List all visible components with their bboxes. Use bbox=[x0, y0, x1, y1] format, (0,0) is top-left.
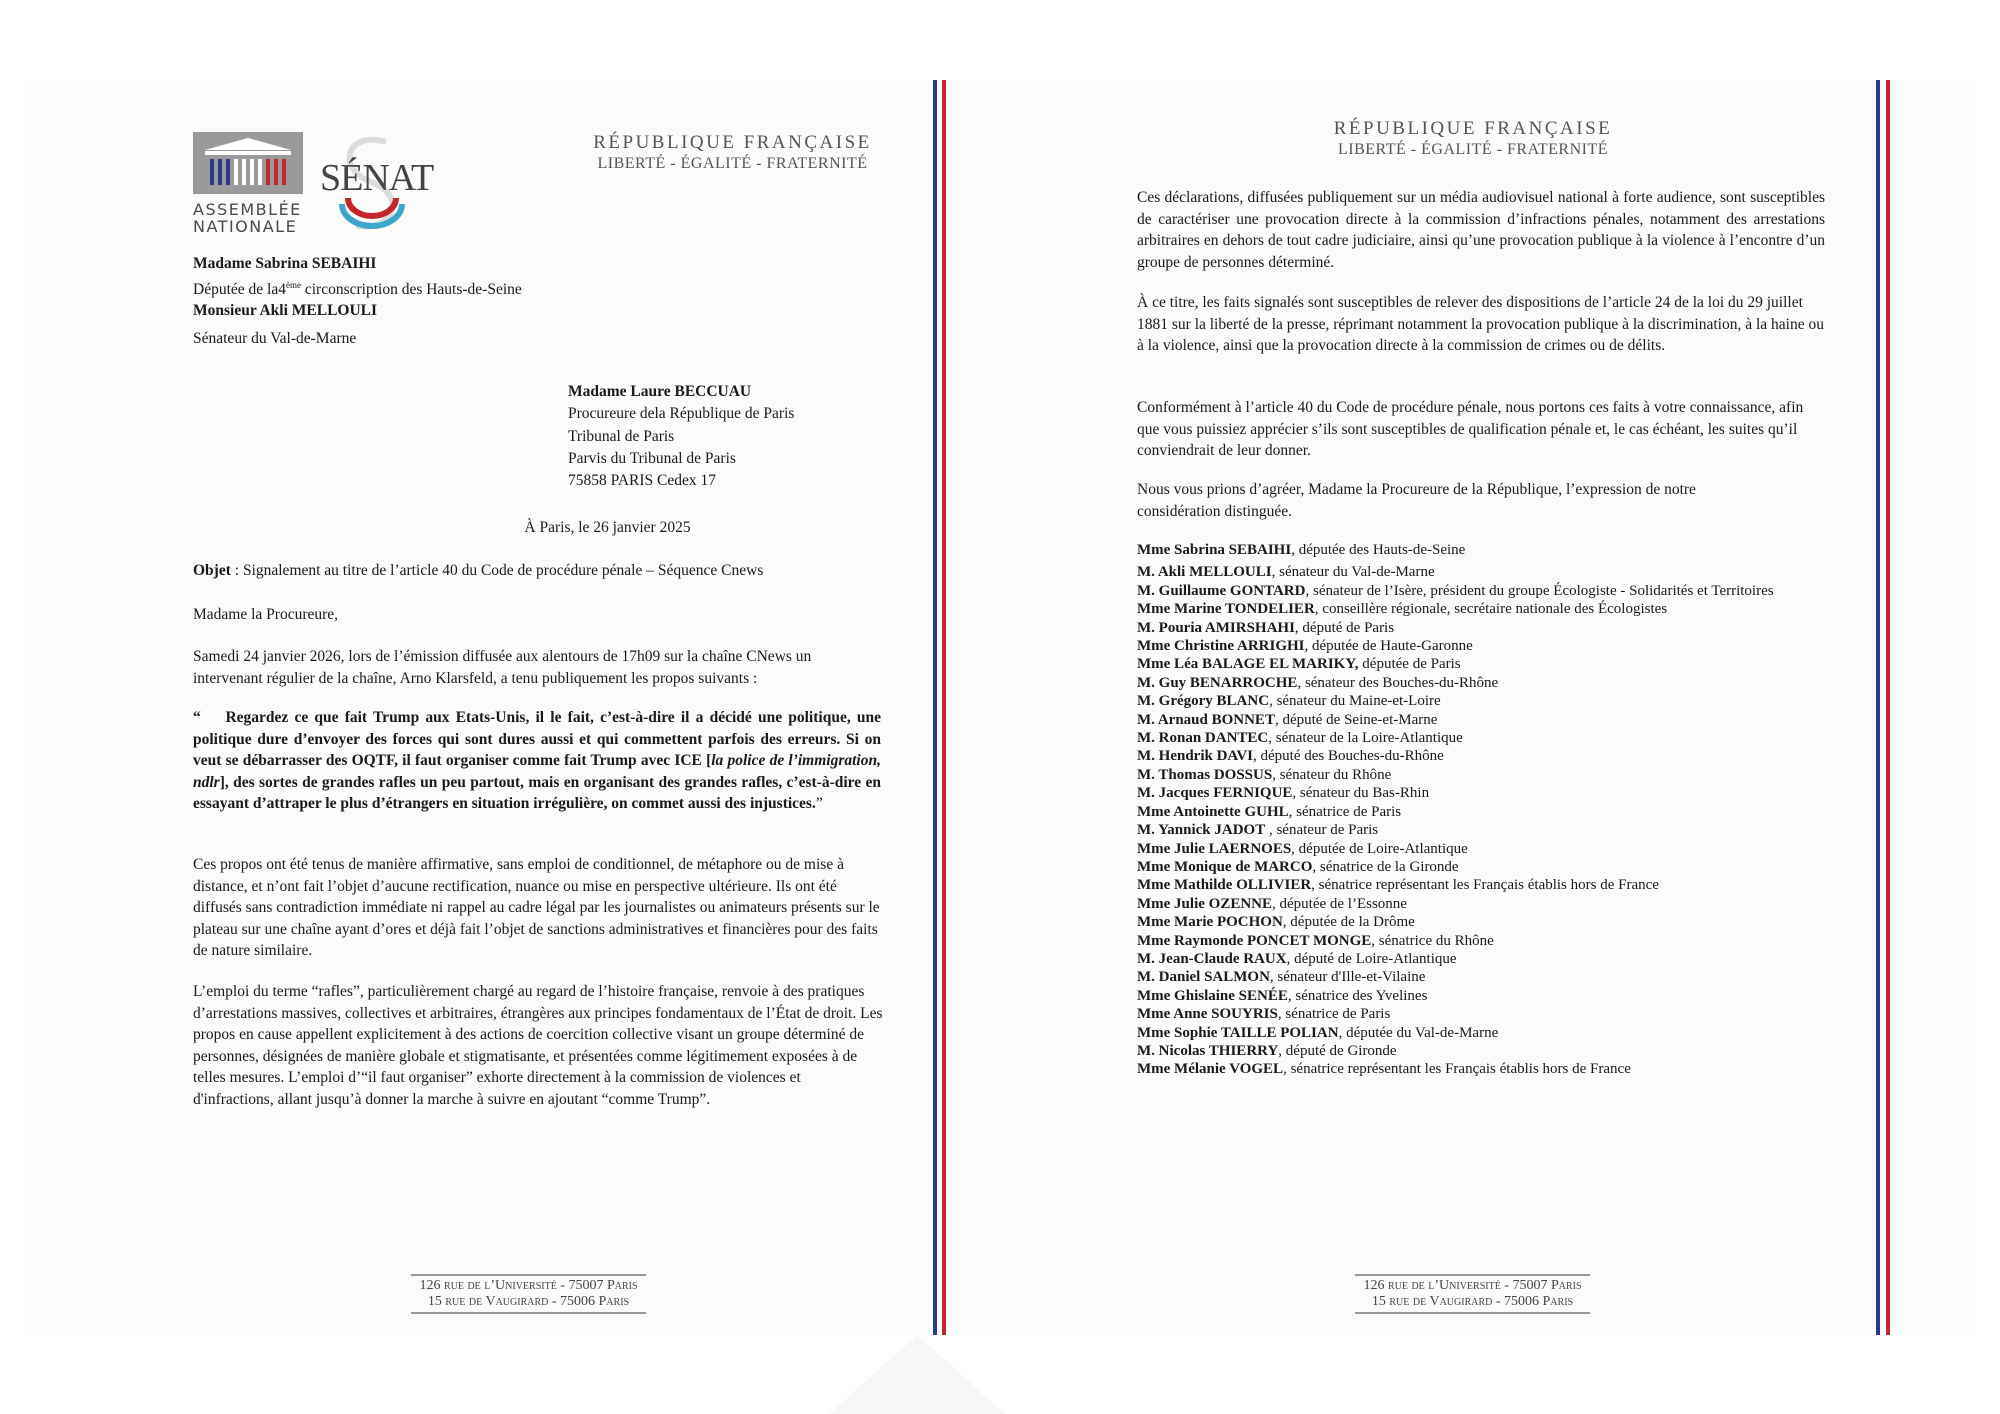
signatory-item bbox=[1137, 541, 1827, 559]
footer-address bbox=[411, 1274, 646, 1314]
signatory-name: M. Yannick JADOT bbox=[1137, 822, 1266, 839]
signatory-item bbox=[1137, 821, 1827, 839]
signatory-role: , sénateur de l’Isère, président du groupe Écologiste - Solidarités et Territoires bbox=[1305, 582, 1774, 599]
signatory-item bbox=[1137, 1024, 1827, 1042]
signatory-item bbox=[1137, 655, 1827, 673]
signatory-role: , député de Paris bbox=[1294, 619, 1395, 636]
assemblee-logo-line2: NATIONALE bbox=[193, 217, 298, 236]
signatory-item bbox=[1137, 1060, 1827, 1078]
signatory-role: , sénatrice du Rhône bbox=[1371, 932, 1494, 949]
signatory-role: , sénatrice de la Gironde bbox=[1312, 858, 1459, 875]
signatory-role: , députée de Haute-Garonne bbox=[1304, 638, 1473, 655]
footer-line: 126 rue de l’Université - 75007 Paris bbox=[419, 1278, 638, 1293]
sender-title-1-post: circonscription des Hauts-de-Seine bbox=[300, 280, 522, 298]
signatory-role: , députée de l’Essonne bbox=[1272, 895, 1407, 912]
quote-text-2: ], des sortes de grandes rafles un peu partout, mais en organisant des grandes rafles, c’est-à-dire en essayant d’attraper le plus d’étrangers en situation irrégulière, on commet aussi des injustices. bbox=[193, 773, 881, 813]
signatory-name: Mme Sophie TAILLE POLIAN bbox=[1137, 1024, 1339, 1041]
letter-subject bbox=[193, 560, 893, 582]
signatory-role: députée de Paris bbox=[1358, 656, 1461, 673]
signatory-role: , député de Gironde bbox=[1278, 1042, 1397, 1059]
signatory-name: Mme Sabrina SEBAIHI bbox=[1137, 542, 1292, 558]
signatory-name: M. Thomas DOSSUS bbox=[1137, 766, 1273, 783]
signatory-item bbox=[1137, 840, 1827, 858]
signatory-item bbox=[1137, 950, 1827, 968]
signatory-name: Mme Mélanie VOGEL bbox=[1137, 1061, 1284, 1078]
signatory-name: M. Grégory BLANC bbox=[1137, 693, 1270, 710]
signatory-role: , sénateur du Maine-et-Loire bbox=[1269, 693, 1441, 710]
signatory-item bbox=[1137, 766, 1827, 784]
recipient-line: Madame Laure BECCUAU bbox=[568, 383, 752, 400]
assemblee-logo-line1: ASSEMBLÉE bbox=[193, 200, 302, 219]
paragraph-3: L’emploi du terme “rafles”, particulièrement chargé au regard de l’histoire française, renvoie à des pratiques d’arrestations massives, collectives et arbitraires, étrangères aux principes fondamentaux de l’État de droit. Les propos en cause appellent explicitement à des actions de coercition collective visant un groupe déterminé de personnes, désignées de manière globale et stigmatisante, et présentées comme légitimement exposées à de telles mesures. L’emploi d’“il faut organiser” exhorte directement à la commission de violences et d'infractions, allant jusqu’à donner la marche à suivre en ajoutant “comme Trump”. bbox=[193, 983, 883, 1108]
republique-heading: RÉPUBLIQUE FRANÇAISE bbox=[1333, 118, 1613, 139]
signatory-name: Mme Julie LAERNOES bbox=[1137, 840, 1292, 857]
signatory-role: , sénateur des Bouches-du-Rhône bbox=[1297, 674, 1499, 691]
signatory-name: Mme Christine ARRIGHI bbox=[1137, 638, 1305, 655]
quote-block bbox=[193, 707, 881, 815]
signatory-role: , députée de la Drôme bbox=[1282, 914, 1415, 931]
recipient-line: Parvis du Tribunal de Paris bbox=[568, 449, 736, 467]
signatory-name: M. Jean-Claude RAUX bbox=[1137, 950, 1287, 967]
recipient-line: 75858 PARIS Cedex 17 bbox=[568, 472, 716, 490]
faint-triangle-decoration bbox=[830, 1335, 1005, 1414]
signatory-name: Mme Antoinette GUHL bbox=[1137, 803, 1289, 820]
paragraph-2: Ces propos ont été tenus de manière affirmative, sans emploi de conditionnel, de métaphore ou de mise à distance, et n’ont fait l’objet d’aucune rectification, nuance ou mise en perspective ultérieure. Ils ont été diffusés sans contradiction immédiate ni rappel au cadre légal par les journalistes ou animateurs présents sur le plateau sur une chaîne ayant d’ores et déjà fait l’objet de sanctions administratives et financières pour des faits de nature similaire. bbox=[193, 856, 880, 959]
signatory-role: , sénatrice représentant les Français établis hors de France bbox=[1311, 877, 1659, 894]
sender-title-1 bbox=[193, 275, 522, 301]
sender-name-2: Monsieur Akli MELLOULI bbox=[193, 302, 378, 320]
signatory-name: M. Arnaud BONNET bbox=[1137, 711, 1275, 728]
signatory-role: , sénateur du Val-de-Marne bbox=[1271, 564, 1435, 581]
sender-title-1-pre: Députée de la4 bbox=[193, 280, 286, 298]
signatory-name: Mme Raymonde PONCET MONGE bbox=[1137, 932, 1372, 949]
signatory-name: M. Hendrik DAVI bbox=[1137, 748, 1253, 765]
signatory-role: , sénateur du Bas-Rhin bbox=[1292, 785, 1430, 802]
signatory-name: M. Guy BENARROCHE bbox=[1137, 674, 1298, 691]
signatories-list bbox=[1137, 541, 1827, 1079]
paragraph-1: Samedi 24 janvier 2026, lors de l’émission diffusée aux alentours de 17h09 sur la chaîne CNews un intervenant régulier de la chaîne, Arno Klarsfeld, a tenu publiquement les propos suivants : bbox=[193, 648, 812, 687]
signatory-item bbox=[1137, 932, 1827, 950]
signatory-name: Mme Anne SOUYRIS bbox=[1137, 1006, 1278, 1023]
recipient-block bbox=[568, 381, 794, 492]
salutation: Madame la Procureure, bbox=[193, 606, 339, 623]
signatory-role: , députée des Hauts-de-Seine bbox=[1291, 542, 1466, 558]
flag-stripe-blue bbox=[1876, 80, 1880, 1335]
signatory-item bbox=[1137, 876, 1827, 894]
signatory-name: Mme Mathilde OLLIVIER bbox=[1137, 877, 1312, 894]
signatory-name: M. Pouria AMIRSHAHI bbox=[1137, 619, 1295, 636]
signatory-name: Mme Monique de MARCO bbox=[1137, 858, 1313, 875]
signatory-item bbox=[1137, 711, 1827, 729]
signatory-item bbox=[1137, 913, 1827, 931]
signatory-name: M. Nicolas THIERRY bbox=[1137, 1042, 1279, 1059]
closing-formula: Nous vous prions d’agréer, Madame la Procureure de la République, l’expression de notre considération distinguée. bbox=[1137, 481, 1696, 520]
quote-italic: la police de l’immigration, ndlr bbox=[193, 752, 881, 791]
signatory-item bbox=[1137, 600, 1827, 618]
signatory-item bbox=[1137, 729, 1827, 747]
signatory-item bbox=[1137, 747, 1827, 765]
sender-title-2: Sénateur du Val-de-Marne bbox=[193, 329, 357, 347]
signatory-item bbox=[1137, 858, 1827, 876]
sender-title-1-sup: ème bbox=[285, 279, 301, 290]
signatory-item bbox=[1137, 692, 1827, 710]
sender-block bbox=[193, 253, 522, 349]
signatory-role: , député de Loire-Atlantique bbox=[1286, 950, 1457, 967]
quote-text-1: Regardez ce que fait Trump aux Etats-Unis, il le fait, c’est-à-dire il a décidé une politique, une politique dure d’envoyer des forces qui sont dures aussi et qui commettent parfois des erreurs. Si on veut se débarrasser des OQTF, il faut organiser comme fait Trump avec ICE [ bbox=[193, 709, 881, 770]
signatory-name: Mme Marie POCHON bbox=[1137, 914, 1283, 931]
letter-date: À Paris, le 26 janvier 2025 bbox=[524, 519, 691, 536]
signatory-item bbox=[1137, 619, 1827, 637]
signatory-name: Mme Julie OZENNE bbox=[1137, 895, 1272, 912]
assemblee-building-icon bbox=[193, 132, 303, 194]
signatory-role: , députée du Val-de-Marne bbox=[1338, 1024, 1499, 1041]
signatory-item bbox=[1137, 987, 1827, 1005]
senat-logo-text: SÉNAT bbox=[320, 157, 434, 199]
footer-line: 126 rue de l’Université - 75007 Paris bbox=[1363, 1278, 1582, 1293]
senat-logo bbox=[318, 134, 434, 234]
paragraph-6: Conformément à l’article 40 du Code de procédure pénale, nous portons ces faits à votre connaissance, afin que vous puissiez apprécier s’ils sont susceptibles de qualification pénale et, le cas échéant, les suites qu’il conviendrait de leur donner. bbox=[1137, 399, 1804, 459]
signatory-name: Mme Léa BALAGE EL MARIKY, bbox=[1137, 656, 1359, 673]
subject-label: Objet bbox=[193, 562, 231, 579]
signatory-name: M. Daniel SALMON bbox=[1137, 969, 1270, 986]
signatory-item bbox=[1137, 674, 1827, 692]
signatory-item bbox=[1137, 968, 1827, 986]
recipient-line: Procureure dela République de Paris bbox=[568, 405, 795, 423]
signatory-name: M. Ronan DANTEC bbox=[1137, 730, 1269, 747]
paragraph-4: Ces déclarations, diffusées publiquement sur un média audiovisuel national à forte audience, sont susceptibles de caractériser une provocation directe à la commission d’infractions pénales, notamment des arrestations arbitraires en dehors de tout cadre judiciaire, ainsi qu’une provocation publique à la violence à l’encontre d’un groupe de personnes déterminé. bbox=[1137, 189, 1825, 271]
quote-close: ” bbox=[815, 795, 823, 813]
republique-motto: LIBERTÉ - ÉGALITÉ - FRATERNITÉ bbox=[597, 155, 868, 172]
signatory-role: , sénateur de la Loire-Atlantique bbox=[1268, 730, 1463, 747]
footer-address bbox=[1355, 1274, 1590, 1314]
assemblee-nationale-logo bbox=[193, 132, 303, 236]
flag-stripe-red bbox=[1886, 80, 1890, 1335]
signatory-name: Mme Ghislaine SENÉE bbox=[1137, 987, 1288, 1004]
signatory-item bbox=[1137, 784, 1827, 802]
signatory-name: M. Akli MELLOULI bbox=[1137, 564, 1272, 581]
footer-line: 15 rue de Vaugirard - 75006 Paris bbox=[1371, 1294, 1574, 1309]
signatory-name: Mme Marine TONDELIER bbox=[1137, 601, 1315, 618]
signatory-name: M. Guillaume GONTARD bbox=[1137, 582, 1306, 599]
footer-line: 15 rue de Vaugirard - 75006 Paris bbox=[427, 1294, 630, 1309]
signatory-role: , sénatrice des Yvelines bbox=[1287, 987, 1428, 1004]
republique-heading: RÉPUBLIQUE FRANÇAISE bbox=[593, 132, 872, 153]
flag-stripe-blue bbox=[933, 80, 937, 1335]
paragraph-5: À ce titre, les faits signalés sont susceptibles de relever des dispositions de l’article 24 de la loi du 29 juillet 1881 sur la liberté de la presse, réprimant notamment la provocation publique à la discrimination, à la haine ou à la violence, ainsi que la provocation directe à la commission de crimes ou de délits. bbox=[1137, 294, 1824, 354]
signatory-role: , conseillère régionale, secrétaire nationale des Écologistes bbox=[1314, 601, 1668, 618]
republique-motto: LIBERTÉ - ÉGALITÉ - FRATERNITÉ bbox=[1338, 141, 1608, 158]
signatory-role: , sénatrice représentant les Français établis hors de France bbox=[1283, 1061, 1631, 1078]
signatory-role: , sénatrice de Paris bbox=[1277, 1006, 1391, 1023]
signatory-item bbox=[1137, 1042, 1827, 1060]
flag-stripe-red bbox=[942, 80, 946, 1335]
signatory-item bbox=[1137, 803, 1827, 821]
signatory-role: , sénatrice de Paris bbox=[1288, 803, 1402, 820]
signatory-name: M. Jacques FERNIQUE bbox=[1137, 785, 1293, 802]
signatory-role: , sénateur d'Ille-et-Vilaine bbox=[1269, 969, 1426, 986]
signatory-item bbox=[1137, 563, 1827, 581]
signatory-item bbox=[1137, 637, 1827, 655]
signatory-role: , députée de Loire-Atlantique bbox=[1291, 840, 1468, 857]
subject-text: : Signalement au titre de l’article 40 du Code de procédure pénale – Séquence Cnews bbox=[230, 562, 764, 579]
signatory-item bbox=[1137, 895, 1827, 913]
recipient-line: Tribunal de Paris bbox=[568, 427, 675, 445]
signatory-role: , député de Seine-et-Marne bbox=[1274, 711, 1438, 728]
signatory-role: , sénateur de Paris bbox=[1265, 822, 1379, 839]
signatory-item bbox=[1137, 1005, 1827, 1023]
signatory-role: , sénateur du Rhône bbox=[1272, 766, 1392, 783]
signatory-role: , député des Bouches-du-Rhône bbox=[1253, 748, 1444, 765]
signatory-item bbox=[1137, 582, 1827, 600]
sender-name-1: Madame Sabrina SEBAIHI bbox=[193, 255, 377, 272]
quote-open: “ bbox=[193, 709, 201, 726]
